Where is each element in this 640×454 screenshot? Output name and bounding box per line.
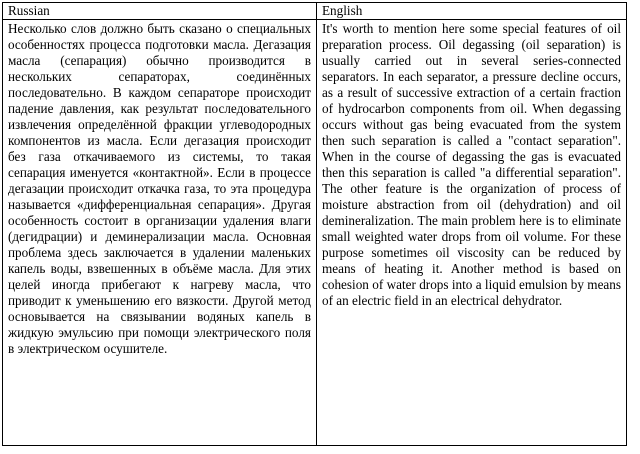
table-row bbox=[3, 20, 627, 446]
header-english: English bbox=[317, 3, 627, 20]
cell-english-text: It's worth to mention here some special features of oil preparation process. Oil degassing (oil separation) is usually carried out in several series-connected separators. In each separator, a pressure decline occurs, as a result of successive extraction of a certain fraction of hydrocarbon components from oil. When degassing occurs without gas being evacuated from the system then such separation is called a "contact separation". When in the course of degassing the gas is evacuated then this separation is called "a differential separation". The other feature is the organization of process of moisture abstraction from oil (dehydration) and oil demineralization. The main problem here is to eliminate small weighted water drops from oil volume. For these purpose sometimes oil viscosity can be reduced by means of heating it. Another method is based on cohesion of water drops into a liquid emulsion by means of an electric field in an electrical dehydrator. bbox=[317, 20, 627, 446]
cell-russian-text: Несколько слов должно быть сказано о специальных особенностях процесса подготовки масла. Дегазация масла (сепарация) обычно производится в нескольких сепараторах, соединённых последовательно. В каждом сепараторе происходит падение давления, как результат последовательного извлечения определённой фракции углеводородных компонентов из масла. Если дегазация происходит без газа откачиваемого из системы, то такая сепарация именуется «контактной». Если в процессе дегазации происходит откачка газа, то эта процедура называется «дифференциальная сепарация». Другая особенность состоит в организации удаления влаги (дегидрации) и деминерализации масла. Основная проблема здесь заключается в удалении маленьких капель воды, взвешенных в объёме масла. Для этих целей иногда прибегают к нагреву масла, что приводит к уменьшению его вязкости. Другой метод основывается на связывании водяных капель в жидкую эмульсию при помощи электрического поля в электрическом осушителе. bbox=[3, 20, 317, 446]
translation-table bbox=[2, 2, 627, 446]
header-row bbox=[3, 3, 627, 20]
header-russian: Russian bbox=[3, 3, 317, 20]
